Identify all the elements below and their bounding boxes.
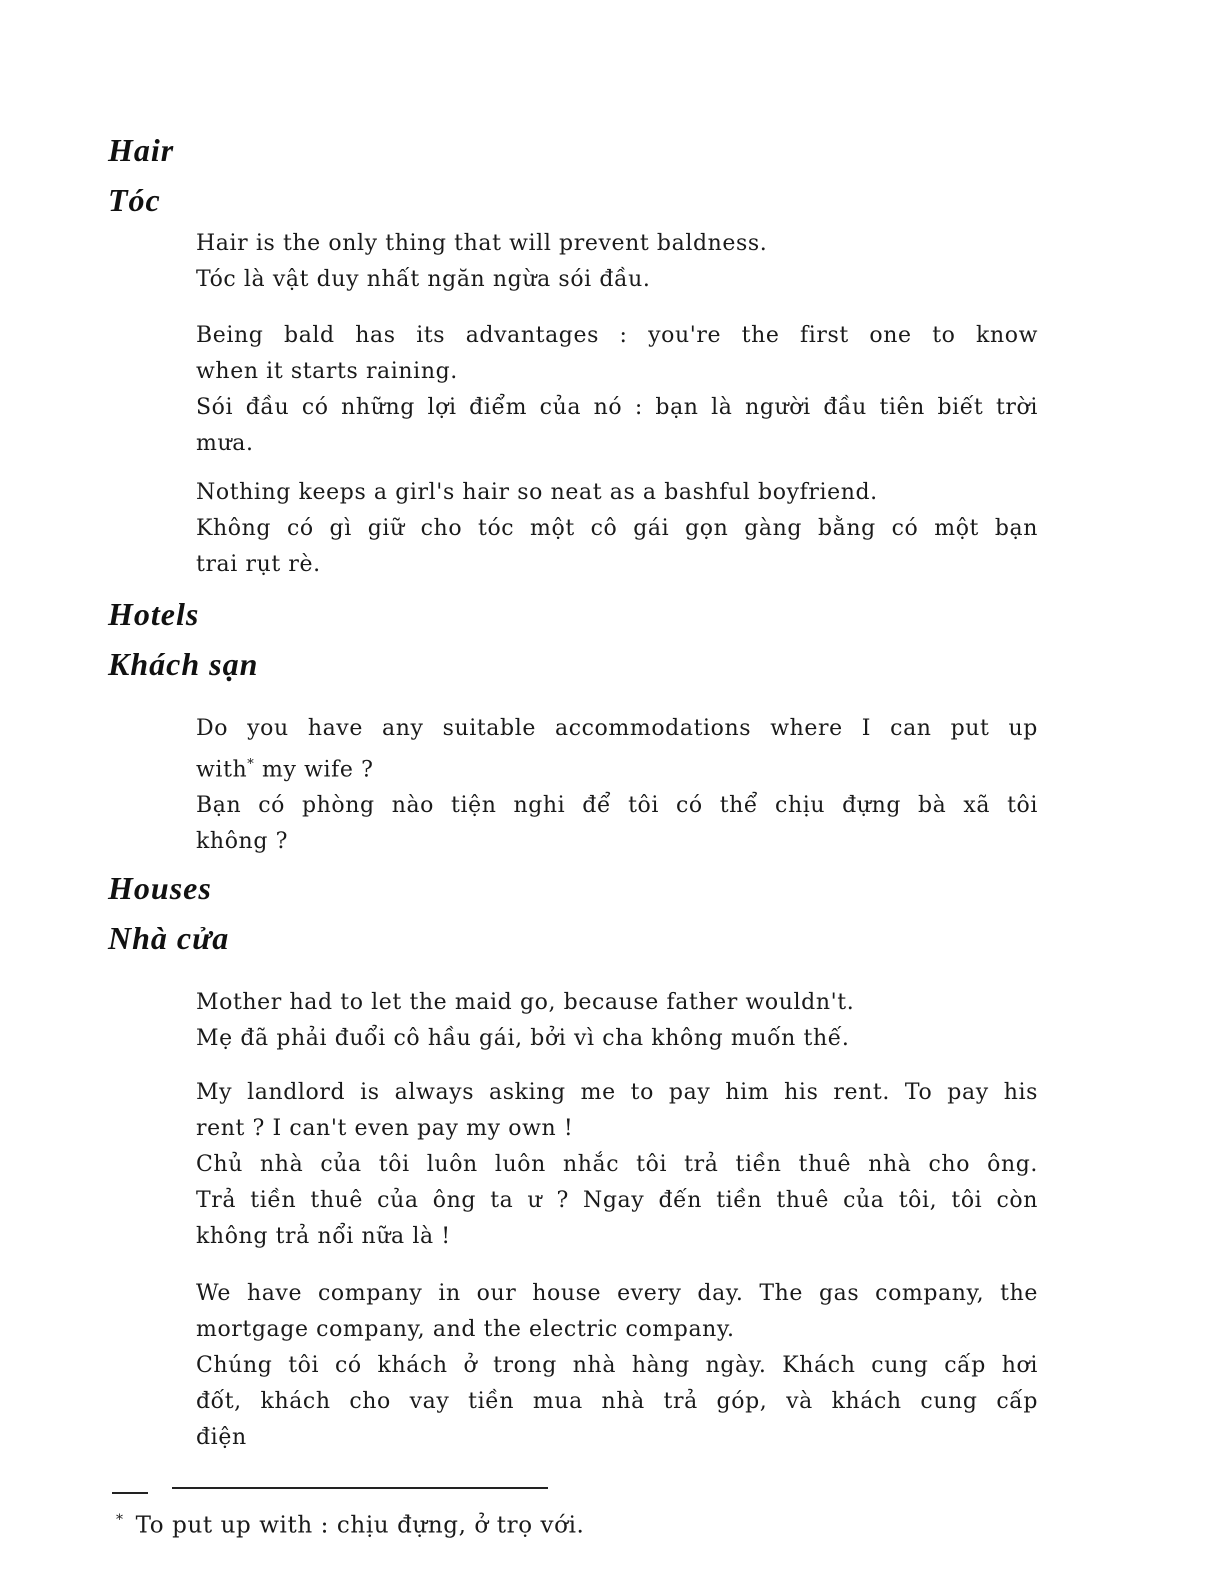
joke-line-en: Hair is the only thing that will prevent baldness. bbox=[196, 231, 768, 256]
joke-line-en: Do you have any suitable accommodations where I can put up bbox=[196, 716, 1038, 741]
joke-hair-2 bbox=[196, 318, 1038, 462]
joke-text: my wife ? bbox=[254, 757, 374, 783]
joke-line-en: Mother had to let the maid go, because father wouldn't. bbox=[196, 990, 855, 1015]
section-heading-khach-san: Khách sạn bbox=[108, 646, 259, 682]
joke-line-en: Nothing keeps a girl's hair so neat as a bashful boyfriend. bbox=[196, 480, 878, 505]
footnote-mark: * bbox=[116, 1512, 124, 1528]
joke-line-en: My landlord is always asking me to pay him his rent. To pay his bbox=[196, 1080, 1038, 1105]
footnote-separator bbox=[172, 1487, 548, 1489]
joke-line-vi: đốt, khách cho vay tiền mua nhà trả góp, và khách cung cấp bbox=[196, 1389, 1038, 1414]
joke-line-vi: Chúng tôi có khách ở trong nhà hàng ngày. Khách cung cấp hơi bbox=[196, 1353, 1038, 1378]
joke-line-vi: Không có gì giữ cho tóc một cô gái gọn gàng bằng có một bạn bbox=[196, 516, 1038, 541]
joke-line-vi: điện bbox=[196, 1425, 247, 1450]
joke-line-vi: mưa. bbox=[196, 431, 254, 456]
joke-hair-3 bbox=[196, 475, 1038, 583]
joke-line-vi: Chủ nhà của tôi luôn luôn nhắc tôi trả tiền thuê nhà cho ông. bbox=[196, 1152, 1038, 1177]
joke-text: with bbox=[196, 757, 248, 783]
joke-line-vi: Bạn có phòng nào tiện nghi để tôi có thể chịu đựng bà xã tôi bbox=[196, 793, 1038, 819]
joke-hotels-1 bbox=[196, 711, 1038, 860]
joke-houses-3 bbox=[196, 1276, 1038, 1456]
footnote-text: To put up with : chịu đựng, ở trọ với. bbox=[135, 1512, 585, 1539]
joke-line-en bbox=[196, 747, 1038, 788]
footnote bbox=[116, 1512, 584, 1539]
section-heading-toc: Tóc bbox=[108, 182, 161, 218]
section-heading-hotels: Hotels bbox=[108, 596, 200, 632]
joke-houses-2 bbox=[196, 1075, 1038, 1255]
joke-line-vi: Tóc là vật duy nhất ngăn ngừa sói đầu. bbox=[196, 267, 651, 292]
footnote-ref-mark: * bbox=[247, 757, 255, 772]
joke-line-vi: trai rụt rè. bbox=[196, 552, 321, 577]
joke-line-en: rent ? I can't even pay my own ! bbox=[196, 1116, 574, 1141]
joke-line-vi: không ? bbox=[196, 829, 288, 855]
joke-hair-1 bbox=[196, 226, 1038, 298]
section-heading-houses: Houses bbox=[108, 870, 212, 906]
section-heading-nha-cua: Nhà cửa bbox=[108, 920, 230, 956]
joke-line-en: We have company in our house every day. The gas company, the bbox=[196, 1281, 1038, 1306]
joke-line-en: Being bald has its advantages : you're the first one to know bbox=[196, 323, 1038, 348]
joke-line-vi: Trả tiền thuê của ông ta ư ? Ngay đến tiền thuê của tôi, tôi còn bbox=[196, 1188, 1038, 1213]
joke-houses-1 bbox=[196, 985, 1038, 1057]
joke-line-en: when it starts raining. bbox=[196, 359, 458, 384]
joke-line-vi: Mẹ đã phải đuổi cô hầu gái, bởi vì cha không muốn thế. bbox=[196, 1026, 850, 1051]
joke-line-vi: không trả nổi nữa là ! bbox=[196, 1224, 451, 1249]
section-heading-hair: Hair bbox=[108, 132, 175, 168]
joke-line-en: mortgage company, and the electric company. bbox=[196, 1317, 735, 1342]
footnote-dash bbox=[112, 1492, 148, 1494]
joke-line-vi: Sói đầu có những lợi điểm của nó : bạn là người đầu tiên biết trời bbox=[196, 395, 1038, 420]
